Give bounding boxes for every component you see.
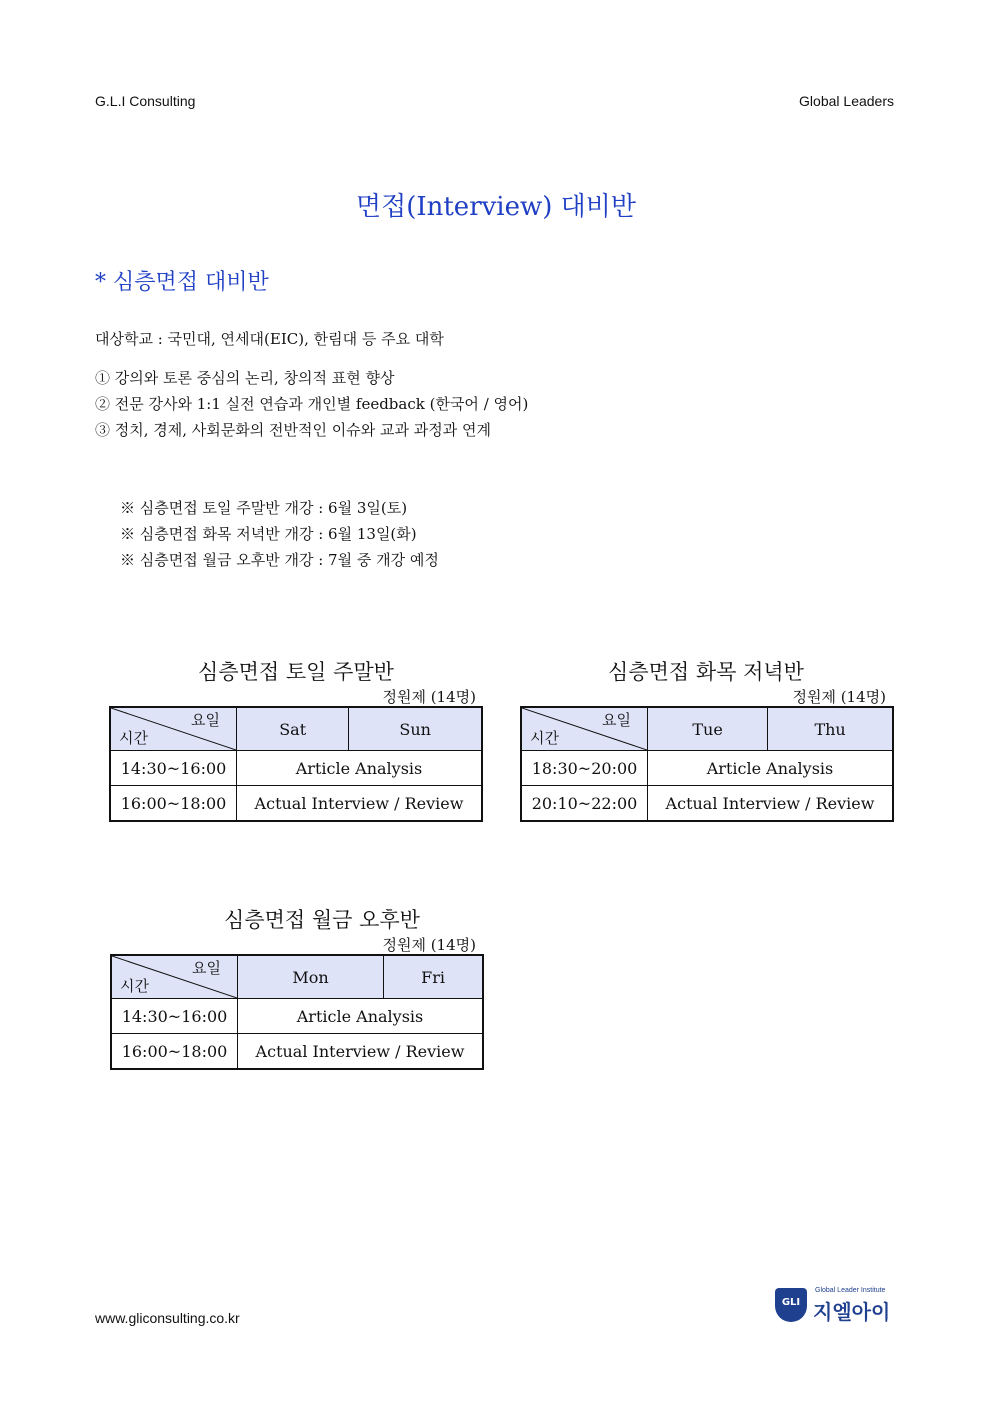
time-cell: 16:00~18:00	[110, 786, 237, 822]
content-cell: Article Analysis	[238, 999, 484, 1034]
header-left: G.L.I Consulting	[95, 93, 196, 109]
day-header: Thu	[768, 707, 893, 751]
company-logo	[775, 1286, 890, 1326]
corner-cell	[111, 955, 238, 999]
schedule-table-weekend	[109, 706, 483, 822]
point-3: ③ 정치, 경제, 사회문화의 전반적인 이슈와 교과 과정과 연계	[95, 421, 491, 439]
capacity-evening: 정원제 (14명)	[792, 688, 886, 706]
schedule-table-evening	[520, 706, 894, 822]
time-cell: 16:00~18:00	[111, 1034, 238, 1070]
time-cell: 14:30~16:00	[110, 751, 237, 786]
point-2: ② 전문 강사와 1:1 실전 연습과 개인별 feedback (한국어 / 영어)	[95, 395, 529, 413]
shield-icon: GLI	[775, 1288, 807, 1322]
day-header: Fri	[384, 955, 483, 999]
capacity-afternoon: 정원제 (14명)	[382, 936, 476, 954]
content-cell: Actual Interview / Review	[238, 1034, 484, 1070]
table-title-evening: 심층면접 화목 저녁반	[608, 660, 804, 684]
logo-tagline: Global Leader Institute	[815, 1287, 886, 1294]
header-right: Global Leaders	[799, 93, 894, 109]
point-1: ① 강의와 토론 중심의 논리, 창의적 표현 향상	[95, 369, 395, 387]
page-title: 면접(Interview) 대비반	[355, 192, 637, 222]
corner-time-label: 시간	[120, 977, 149, 995]
table-title-afternoon: 심층면접 월금 오후반	[224, 908, 420, 932]
note-2: ※ 심층면접 화목 저녁반 개강 : 6월 13일(화)	[120, 525, 417, 543]
corner-time-label: 시간	[119, 729, 148, 747]
corner-day-label: 요일	[602, 711, 631, 729]
table-title-weekend: 심층면접 토일 주말반	[198, 660, 394, 684]
day-header: Mon	[238, 955, 384, 999]
schedule-table-afternoon	[110, 954, 484, 1070]
note-1: ※ 심층면접 토일 주말반 개강 : 6월 3일(토)	[120, 499, 408, 517]
capacity-weekend: 정원제 (14명)	[382, 688, 476, 706]
note-3: ※ 심층면접 월금 오후반 개강 : 7월 중 개강 예정	[120, 551, 439, 569]
corner-day-label: 요일	[192, 959, 221, 977]
time-cell: 20:10~22:00	[521, 786, 648, 822]
target-schools: 대상학교 : 국민대, 연세대(EIC), 한림대 등 주요 대학	[95, 330, 444, 348]
day-header: Sun	[349, 707, 482, 751]
corner-time-label: 시간	[530, 729, 559, 747]
corner-cell	[110, 707, 237, 751]
day-header: Sat	[237, 707, 349, 751]
day-header: Tue	[648, 707, 768, 751]
time-cell: 18:30~20:00	[521, 751, 648, 786]
corner-day-label: 요일	[191, 711, 220, 729]
time-cell: 14:30~16:00	[111, 999, 238, 1034]
logo-name: 지엘아이	[813, 1300, 891, 1324]
section-heading: * 심층면접 대비반	[95, 270, 269, 295]
content-cell: Article Analysis	[237, 751, 483, 786]
content-cell: Actual Interview / Review	[237, 786, 483, 822]
content-cell: Actual Interview / Review	[648, 786, 894, 822]
footer-url: www.gliconsulting.co.kr	[95, 1310, 240, 1326]
corner-cell	[521, 707, 648, 751]
content-cell: Article Analysis	[648, 751, 894, 786]
